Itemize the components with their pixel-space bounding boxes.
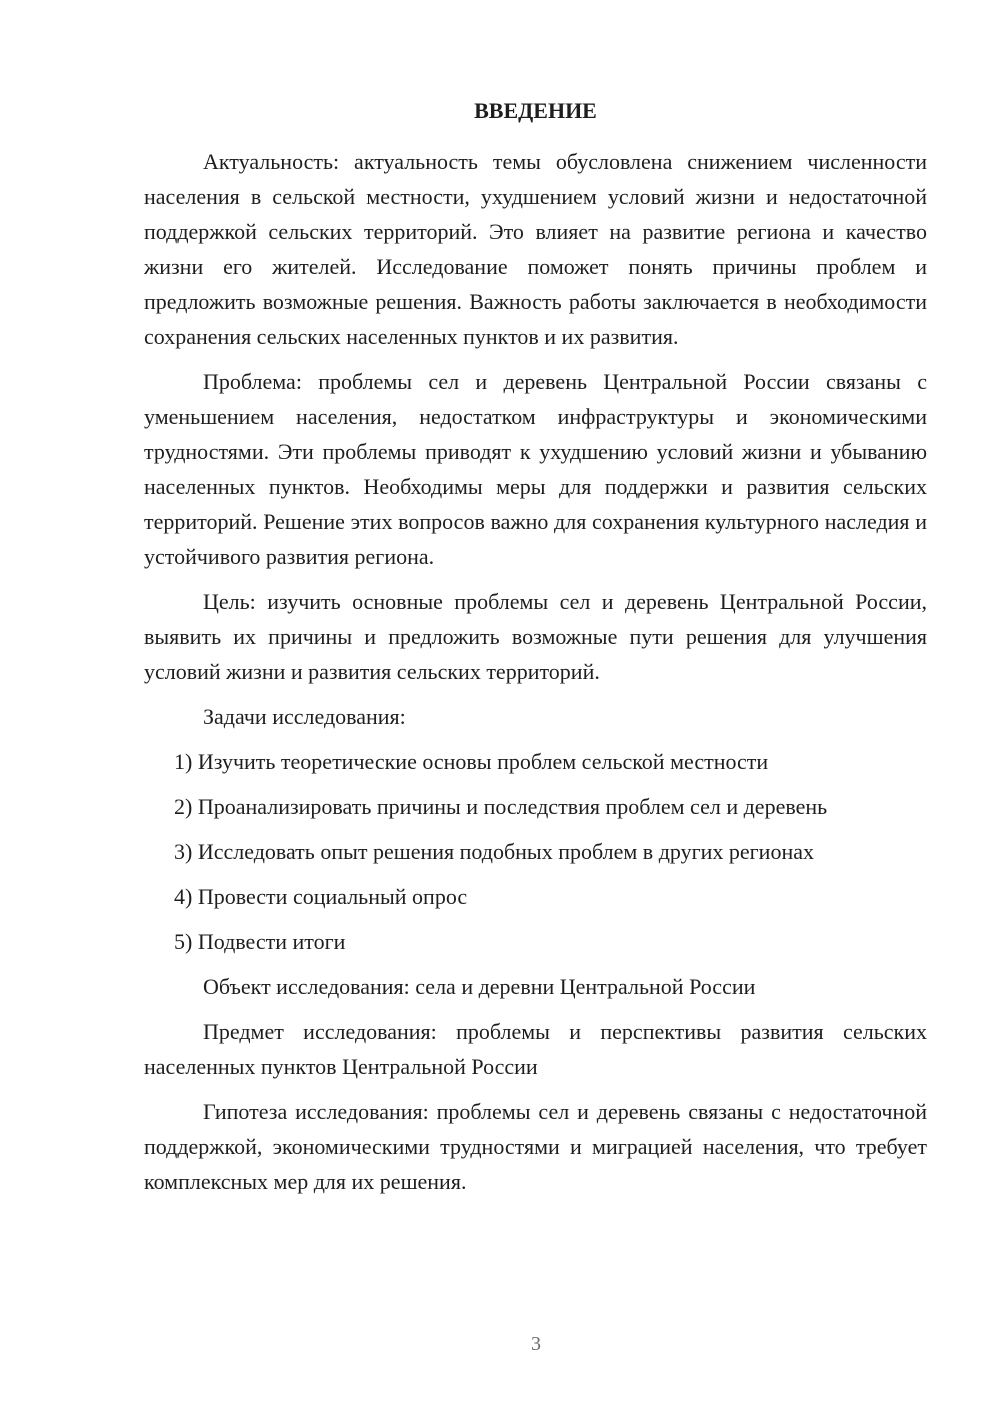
page-number: 3 — [531, 1333, 541, 1355]
section-title: ВВЕДЕНИЕ — [474, 98, 597, 123]
relevance-paragraph: Актуальность: актуальность темы обусловлена снижением численности населения в сельской местности, ухудшением условий жизни и недостаточной поддержкой сельских территорий. Это влияет на развитие региона и качество жизни его жителей. Исследование поможет понять причины проблем и предложить возможные решения. Важность работы заключается в необходимости сохранения сельских населенных пунктов и их развития. — [144, 149, 927, 349]
task-item: 4) Провести социальный опрос — [174, 884, 468, 909]
task-list — [144, 744, 927, 959]
object-paragraph: Объект исследования: села и деревни Центральной России — [203, 974, 756, 999]
task-item: 3) Исследовать опыт решения подобных проблем в других регионах — [174, 839, 814, 864]
subject-paragraph: Предмет исследования: проблемы и перспективы развития сельских населенных пунктов Центральной России — [144, 1019, 927, 1079]
task-item: 2) Проанализировать причины и последствия проблем сел и деревень — [174, 794, 828, 819]
tasks-heading: Задачи исследования: — [203, 704, 406, 729]
problem-paragraph: Проблема: проблемы сел и деревень Центральной России связаны с уменьшением населения, недостатком инфраструктуры и экономическими трудностями. Эти проблемы приводят к ухудшению условий жизни и убыванию населенных пунктов. Необходимы меры для поддержки и развития сельских территорий. Решение этих вопросов важно для сохранения культурного наследия и устойчивого развития региона. — [144, 369, 927, 569]
hypothesis-paragraph: Гипотеза исследования: проблемы сел и деревень связаны с недостаточной поддержкой, экономическими трудностями и миграцией населения, что требует комплексных мер для их решения. — [144, 1099, 927, 1194]
document-body — [144, 96, 927, 1209]
task-item: 1) Изучить теоретические основы проблем сельской местности — [174, 749, 769, 774]
task-item: 5) Подвести итоги — [174, 929, 346, 954]
goal-paragraph: Цель: изучить основные проблемы сел и деревень Центральной России, выявить их причины и предложить возможные пути решения для улучшения условий жизни и развития сельских территорий. — [144, 589, 927, 684]
